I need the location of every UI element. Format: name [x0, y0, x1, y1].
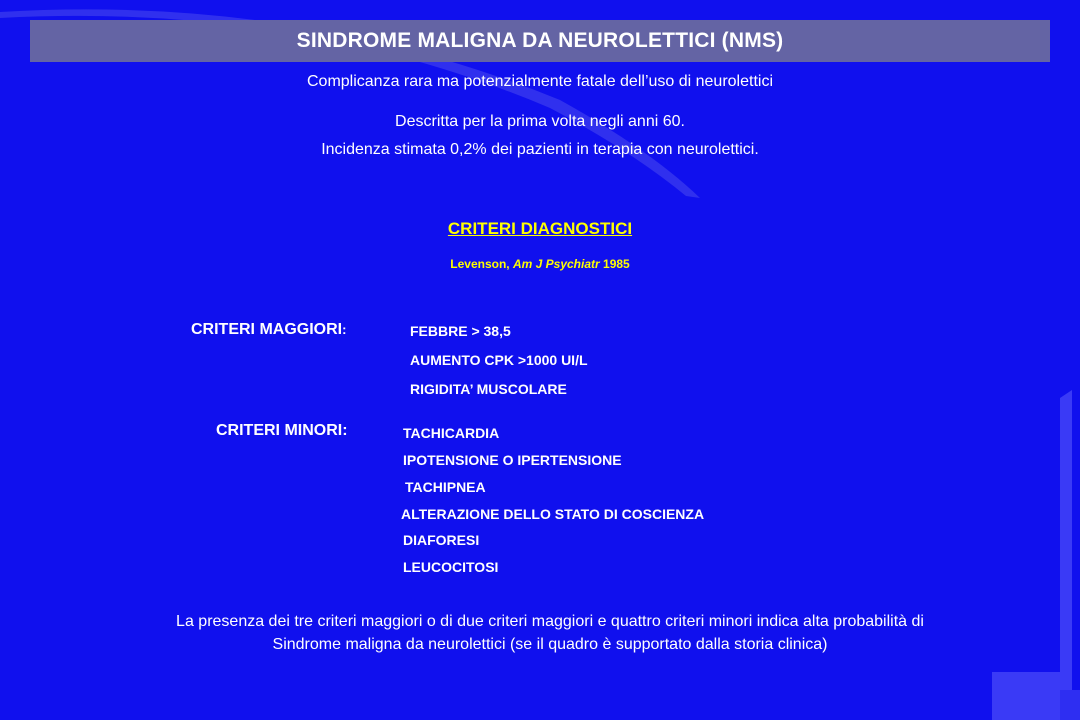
criteria-heading: CRITERI DIAGNOSTICI [447, 219, 633, 238]
minor-criterion: DIAFORESI [403, 532, 480, 548]
conclusion [30, 610, 1070, 656]
title-bar [30, 20, 1050, 62]
citation-author: Levenson, [450, 257, 513, 271]
conclusion-line: La presenza dei tre criteri maggiori o di due criteri maggiori e quattro criteri minori indica alta probabilità di [176, 613, 924, 630]
minor-criterion: TACHIPNEA [405, 479, 486, 495]
major-criteria-label-text: CRITERI MAGGIORI [191, 321, 343, 338]
minor-criterion: TACHICARDIA [403, 425, 500, 441]
major-criteria-colon: : [342, 322, 347, 337]
major-criterion: FEBBRE > 38,5 [410, 323, 511, 339]
major-criterion: AUMENTO CPK >1000 UI/L [410, 352, 588, 368]
conclusion-line: Sindrome maligna da neurolettici (se il quadro è supportato dalla storia clinica) [272, 636, 828, 653]
citation [0, 257, 1080, 271]
minor-criterion: ALTERAZIONE DELLO STATO DI COSCIENZA [401, 506, 705, 522]
major-criterion: RIGIDITA’ MUSCOLARE [410, 381, 567, 397]
minor-criterion: IPOTENSIONE O IPERTENSIONE [403, 452, 622, 468]
citation-journal: Am J Psychiatr [512, 257, 600, 271]
slide-title: SINDROME MALIGNA DA NEUROLETTICI (NMS) [296, 29, 784, 52]
minor-criterion: LEUCOCITOSI [403, 559, 499, 575]
major-criteria-label [191, 321, 346, 339]
citation-year: 1985 [599, 257, 630, 271]
minor-criteria-label: CRITERI MINORI: [216, 422, 348, 439]
subtitle: Complicanza rara ma potenzialmente fatale dell’uso di neurolettici [306, 73, 774, 90]
intro-line: Incidenza stimata 0,2% dei pazienti in terapia con neurolettici. [321, 141, 759, 158]
intro-line: Descritta per la prima volta negli anni 60. [395, 113, 685, 130]
